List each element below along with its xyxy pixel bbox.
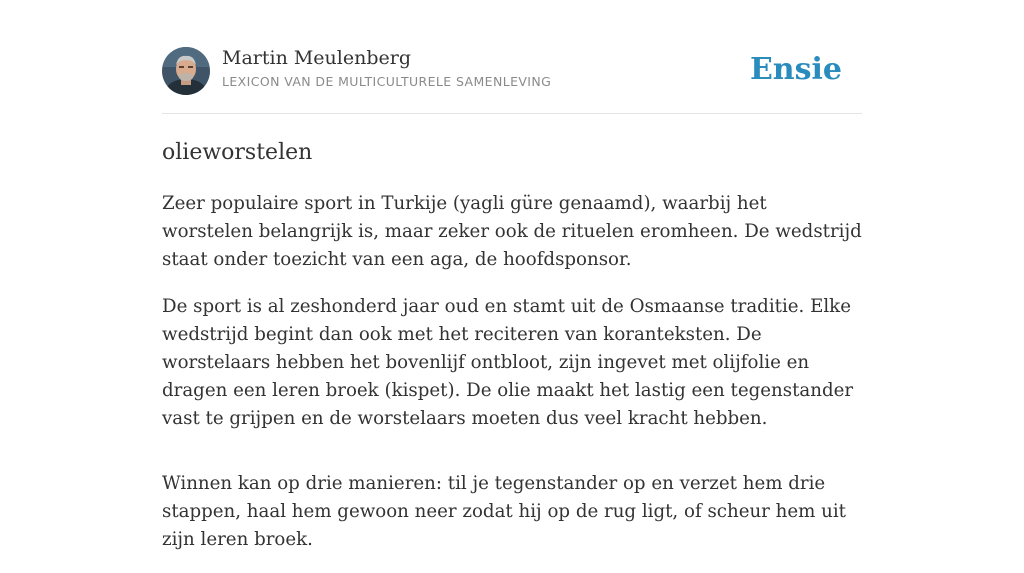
avatar[interactable] [162,47,210,95]
article-paragraph: Zeer populaire sport in Turkije (yagli güre genaamd), waarbij het worstelen belangrijk is, maar zeker ook de rituelen eromheen. De wedstrijd staat onder toezicht van een aga, de hoofdsponsor. [162,193,862,270]
article-body [162,190,862,573]
article-paragraph: Winnen kan op drie manieren: til je tegenstander op en verzet hem drie stappen, haal hem gewoon neer zodat hij op de rug ligt, of scheur hem uit zijn leren broek. [162,473,846,550]
header [162,46,862,114]
article-paragraph: De sport is al zeshonderd jaar oud en stamt uit de Osmaanse traditie. Elke wedstrijd begint dan ook met het reciteren van koranteksten. De worstelaars hebben het bovenlijf ontbloot, zijn ingevet met olijfolie en dragen een leren broek (kispet). De olie maakt het lastig een tegenstander vast te grijpen en de worstelaars moeten dus veel kracht hebben. [162,296,854,429]
page-title: olieworstelen [162,140,313,165]
author-subtitle[interactable]: LEXICON VAN DE MULTICULTURELE SAMENLEVING [222,74,552,89]
person-portrait-icon [162,47,210,95]
brand-logo[interactable]: Ensie [749,52,842,87]
author-name[interactable]: Martin Meulenberg [222,47,411,69]
